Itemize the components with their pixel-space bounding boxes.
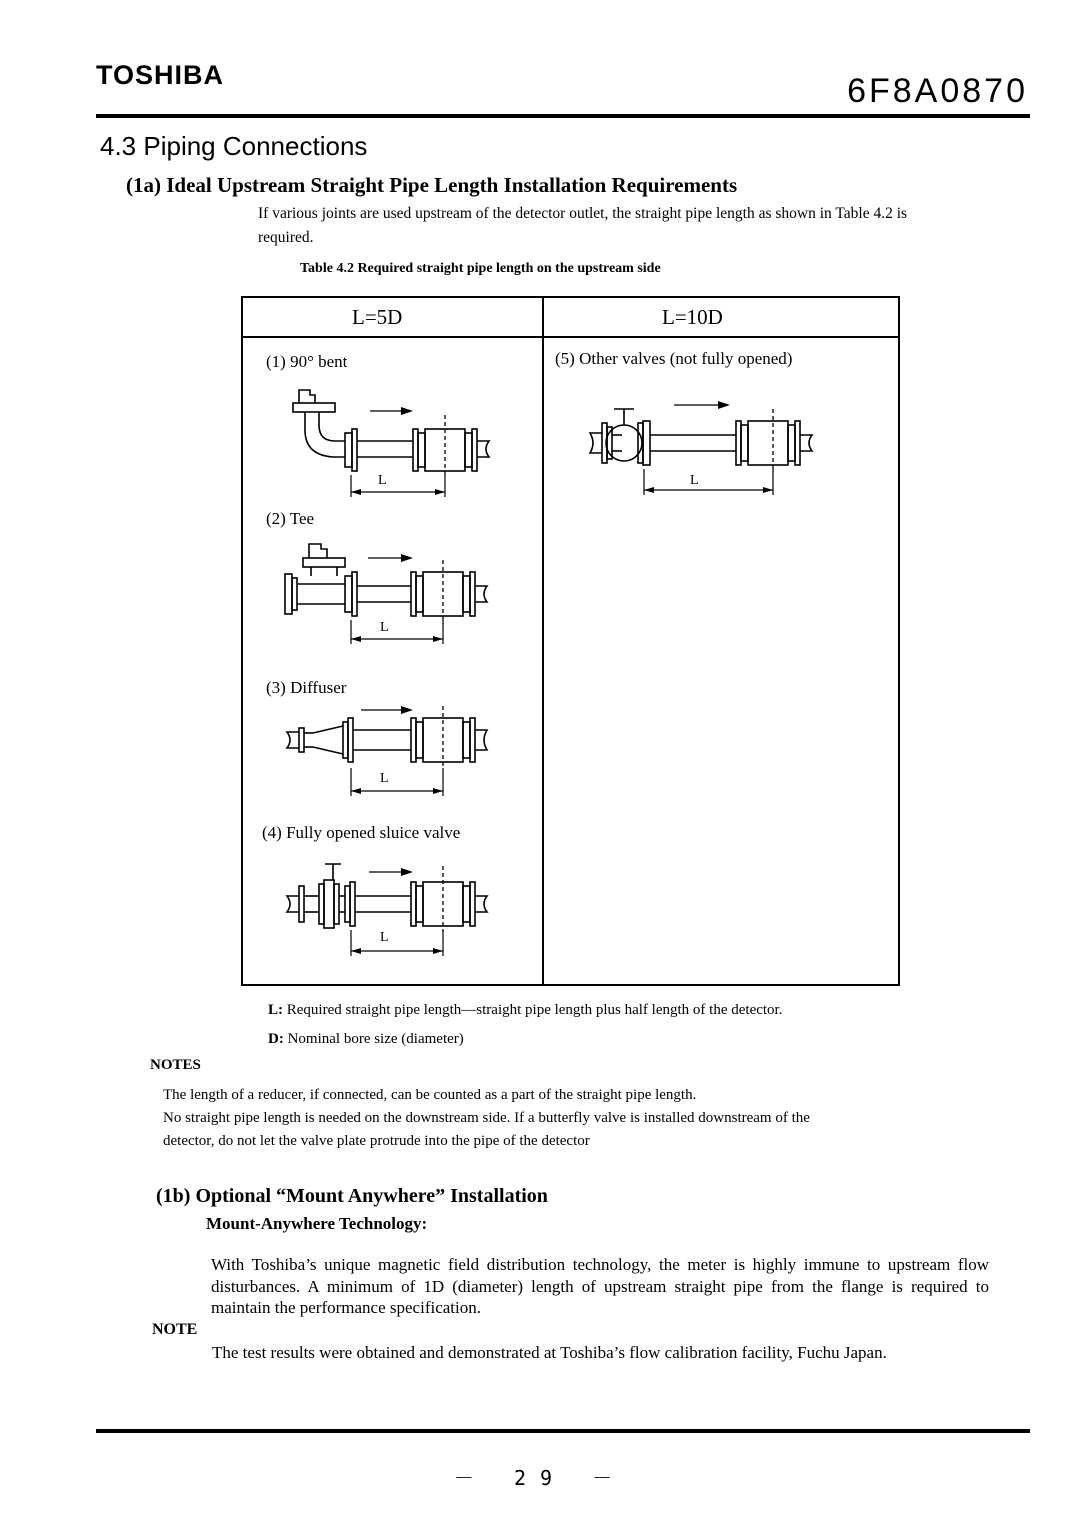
note-line-3: detector, do not let the valve plate protrude into the pipe of the detector xyxy=(163,1133,590,1149)
legend-l-key: L: xyxy=(268,1002,283,1018)
note-line-2: No straight pipe length is needed on the downstream side. If a butterfly valve is installed downstream of the xyxy=(163,1110,810,1126)
table-header-rule xyxy=(241,336,900,338)
bent-pipe-diagram xyxy=(285,385,505,505)
table-caption: Table 4.2 Required straight pipe length on the upstream side xyxy=(300,261,661,276)
table-column-rule xyxy=(542,296,544,986)
mount-anywhere-paragraph: With Toshiba’s unique magnetic field distribution technology, the meter is highly immune to upstream flow disturbances. A minimum of 1D (diameter) length of upstream straight pipe from the flange is required to maintain the performance specification. xyxy=(211,1255,989,1317)
section-title: 4.3 Piping Connections xyxy=(100,131,368,161)
item-label-sluice-valve: (4) Fully opened sluice valve xyxy=(262,823,461,842)
dimension-label-bent: L xyxy=(378,473,387,488)
note-line-1: The length of a reducer, if connected, can be counted as a part of the straight pipe length. xyxy=(163,1087,697,1103)
dimension-label-diffuser: L xyxy=(380,771,389,786)
dimension-label-tee: L xyxy=(380,620,389,635)
toshiba-logo: TOSHIBA xyxy=(96,60,225,90)
item-label-diffuser: (3) Diffuser xyxy=(266,678,347,697)
notes-heading: NOTES xyxy=(150,1057,201,1073)
sluice-valve-diagram xyxy=(283,860,503,960)
header-rule xyxy=(96,114,1030,118)
column-header-10d: L=10D xyxy=(662,305,723,329)
note-body: The test results were obtained and demonstrated at Toshiba’s flow calibration facility, Fuchu Japan. xyxy=(212,1343,887,1362)
footer-rule xyxy=(96,1429,1030,1433)
heading-1a: (1a) Ideal Upstream Straight Pipe Length Installation Requirements xyxy=(126,173,738,197)
dimension-label-sluice: L xyxy=(380,930,389,945)
legend-l-text: Required straight pipe length—straight pipe length plus half length of the detector. xyxy=(286,1002,783,1018)
item-label-other-valves: (5) Other valves (not fully opened) xyxy=(555,349,793,368)
document-number: 6F8A0870 xyxy=(847,72,1028,110)
legend-l xyxy=(268,1002,782,1019)
column-header-5d: L=5D xyxy=(352,305,403,329)
other-valve-diagram xyxy=(588,395,828,505)
page-number: － 29 － xyxy=(453,1466,627,1490)
item-label-90-bent: (1) 90° bent xyxy=(266,352,348,371)
tee-pipe-diagram xyxy=(283,538,503,653)
heading-1b: (1b) Optional “Mount Anywhere” Installation xyxy=(156,1185,548,1207)
note-heading: NOTE xyxy=(152,1321,198,1338)
diffuser-diagram xyxy=(283,702,503,802)
legend-d xyxy=(268,1031,464,1048)
legend-d-text: Nominal bore size (diameter) xyxy=(287,1031,464,1047)
item-label-tee: (2) Tee xyxy=(266,509,315,528)
tech-heading: Mount-Anywhere Technology: xyxy=(206,1214,428,1233)
intro-paragraph: If various joints are used upstream of the detector outlet, the straight pipe length as shown in Table 4.2 is required. xyxy=(258,205,908,246)
legend-d-key: D: xyxy=(268,1031,284,1047)
dimension-label-other-valves: L xyxy=(690,473,699,488)
